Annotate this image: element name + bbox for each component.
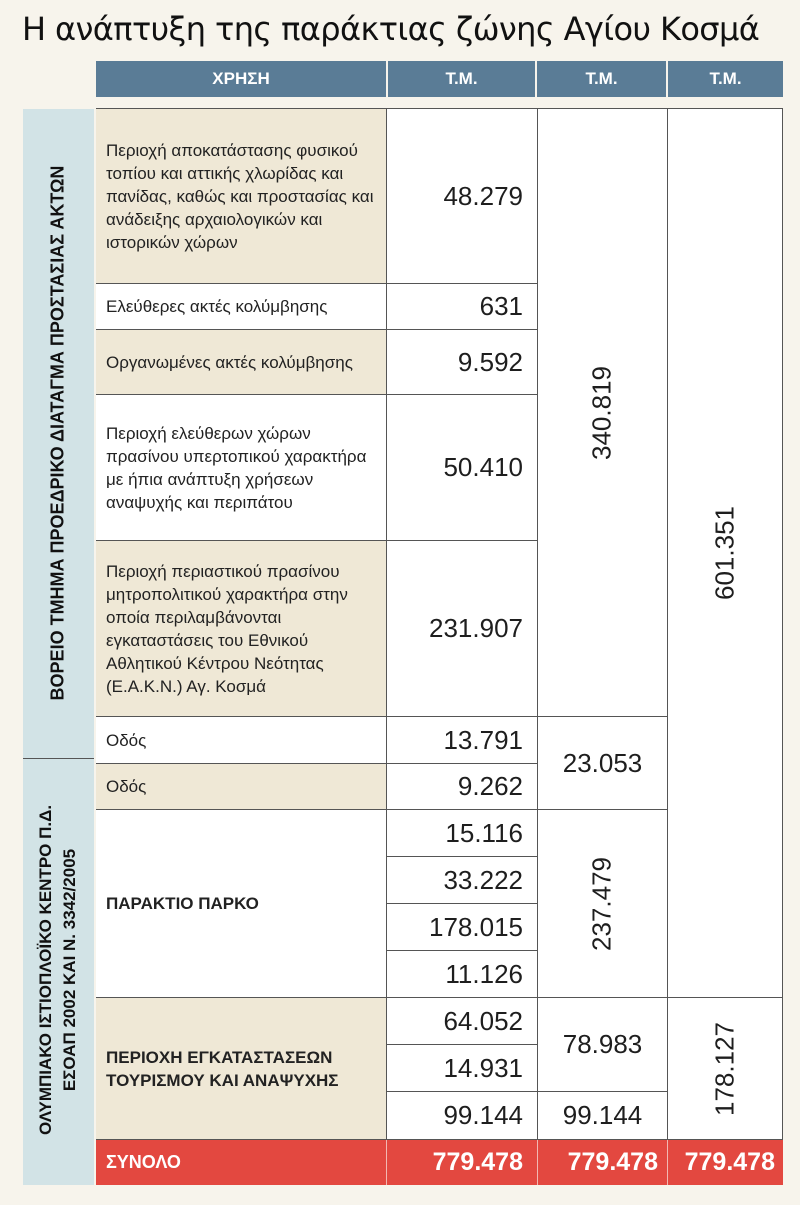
col3-bottom-sum: 178.127 [709, 1022, 740, 1116]
value-park-2: 33.222 [386, 857, 537, 904]
use-row-4-text: Περιοχή ελεύθερων χώρων πρασίνου υπερτοπικού χαρακτήρα με ήπια ανάπτυξη χρήσεων αναψυχής και περιπάτου [106, 423, 367, 512]
group-north-sum: 340.819 [586, 366, 617, 460]
use-row-coastal-park-text: ΠΑΡΑΚΤΙΟ ΠΑΡΚΟ [106, 894, 259, 913]
total-divider-1 [386, 1140, 387, 1185]
value-park-1: 15.116 [386, 810, 537, 857]
use-row-2 [96, 284, 386, 330]
value-row-1: 48.279 [386, 109, 537, 284]
table-top-border [96, 108, 783, 109]
use-row-road-1-text: Οδός [106, 730, 147, 750]
group-road-sum: 23.053 [537, 717, 667, 810]
olympic-section-line1: ΟΛΥΜΠΙΑΚΟ ΙΣΤΙΟΠΛΟΪΚΟ ΚΕΝΤΡΟ Π.Δ. [36, 804, 55, 1136]
use-row-coastal-park [96, 810, 386, 998]
north-section-label: ΒΟΡΕΙΟ ΤΜΗΜΑ ΠΡΟΕΔΡΙΚΟ ΔΙΑΤΑΓΜΑ ΠΡΟΣΤΑΣΙΑΣ ΑΚΤΩΝ [47, 165, 68, 701]
use-row-1-text: Περιοχή αποκατάστασης φυσικού τοπίου και αττικής χλωρίδας και πανίδας, καθώς και προστασίας και ανάδειξης αρχαιολογικών και ιστορικών χώρων [106, 140, 374, 252]
value-tourism-2: 14.931 [386, 1045, 537, 1092]
use-row-4 [96, 395, 386, 541]
group-tourism-sum: 78.983 [537, 998, 667, 1092]
total-col1: 779.478 [432, 1148, 523, 1176]
header-use: ΧΡΗΣΗ [96, 61, 386, 97]
total-col3: 779.478 [684, 1148, 775, 1176]
use-row-3 [96, 330, 386, 395]
use-row-tourism-text: ΠΕΡΙΟΧΗ ΕΓΚΑΤΑΣΤΑΣΕΩΝ ΤΟΥΡΙΣΜΟΥ ΚΑΙ ΑΝΑΨΥΧΗΣ [106, 1047, 339, 1090]
total-col2: 779.478 [567, 1148, 658, 1176]
olympic-section-label [34, 805, 82, 1135]
total-label: ΣΥΝΟΛΟ [106, 1152, 181, 1172]
value-park-4: 11.126 [386, 951, 537, 998]
value-park-3: 178.015 [386, 904, 537, 951]
header-col3: Τ.Μ. [668, 61, 783, 97]
value-row-2: 631 [386, 284, 537, 330]
col3-top-sum: 601.351 [709, 506, 740, 600]
use-row-road-1 [96, 717, 386, 764]
use-row-road-2-text: Οδός [106, 777, 147, 796]
value-row-5: 231.907 [386, 541, 537, 717]
value-row-3: 9.592 [386, 330, 537, 395]
value-tourism-1: 64.052 [386, 998, 537, 1045]
total-divider-2 [537, 1140, 538, 1185]
olympic-section-line2: ΕΣΟΑΠ 2002 ΚΑΙ Ν. 3342/2005 [60, 848, 79, 1092]
use-row-5-text: Περιοχή περιαστικού πρασίνου μητροπολιτικού χαρακτήρα στην οποία περιλαμβάνονται εγκαταστάσεις του Εθνικού Αθλητικού Κέντρου Νεότητας (Ε.Α.Κ.Ν.) Αγ. Κοσμά [106, 561, 348, 696]
total-divider-3 [667, 1140, 668, 1185]
header-col2: Τ.Μ. [537, 61, 666, 97]
use-row-3-text: Οργανωμένες ακτές κολύμβησης [106, 352, 353, 372]
header-col1: Τ.Μ. [388, 61, 535, 97]
value-row-road-2: 9.262 [386, 764, 537, 810]
use-row-2-text: Ελεύθερες ακτές κολύμβησης [106, 297, 328, 316]
section-divider [23, 758, 94, 759]
value-row-4: 50.410 [386, 395, 537, 541]
group-park-sum: 237.479 [586, 857, 617, 951]
value-row-road-1: 13.791 [386, 717, 537, 764]
use-row-1 [96, 109, 386, 284]
page-title: Η ανάπτυξη της παράκτιας ζώνης Αγίου Κοσμά [22, 10, 760, 48]
value-tourism-3: 99.144 [386, 1092, 537, 1140]
use-row-tourism [96, 998, 386, 1140]
use-row-5 [96, 541, 386, 717]
use-row-road-2 [96, 764, 386, 810]
group-tourism-single: 99.144 [537, 1092, 667, 1140]
